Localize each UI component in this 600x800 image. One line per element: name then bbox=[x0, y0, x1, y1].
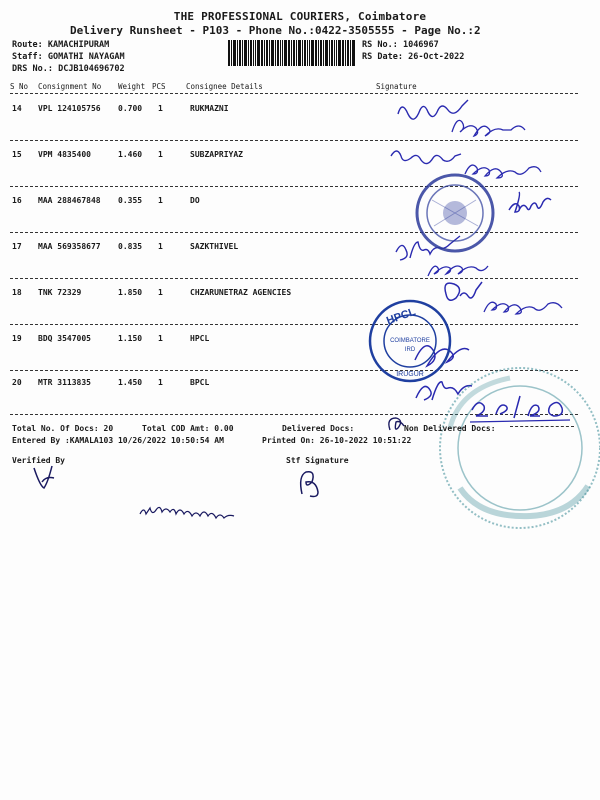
col-consignee: Consignee Details bbox=[186, 82, 263, 91]
svg-text:IRD: IRD bbox=[404, 347, 416, 353]
total-cod: Total COD Amt: 0.00 bbox=[142, 424, 234, 433]
delivered-docs: Delivered Docs: bbox=[282, 424, 355, 433]
total-docs: Total No. Of Docs: 20 bbox=[12, 424, 114, 433]
staff-line: Staff: GOMATHI NAYAGAM bbox=[12, 52, 125, 62]
rs-date-value: 26-Oct-2022 bbox=[408, 52, 465, 62]
route-line: Route: KAMACHIPURAM bbox=[12, 40, 110, 50]
bottom-signature bbox=[136, 500, 256, 524]
col-signature: Signature bbox=[376, 82, 417, 91]
round-stamp-row-16 bbox=[412, 170, 498, 256]
company-title: THE PROFESSIONAL COURIERS, Coimbatore bbox=[173, 10, 427, 23]
svg-text:IRUGUR: IRUGUR bbox=[396, 371, 424, 378]
staff-value: GOMATHI NAYAGAM bbox=[47, 52, 125, 62]
col-pcs: PCS bbox=[152, 82, 166, 91]
staff-signature-label: Stf Signature bbox=[286, 456, 349, 465]
route-value: KAMACHIPURAM bbox=[47, 40, 110, 50]
non-delivered-docs: Non Delivered Docs: bbox=[404, 424, 496, 433]
rs-no-line: RS No.: 1046967 bbox=[362, 40, 439, 50]
verified-signature bbox=[28, 460, 64, 494]
signature-row-18 bbox=[440, 280, 590, 326]
entered-by: Entered By :KAMALA103 10/26/2022 10:50:54 AM bbox=[12, 436, 224, 445]
svg-text:COIMBATORE: COIMBATORE bbox=[390, 338, 430, 344]
barcode bbox=[228, 40, 356, 66]
printed-on: Printed On: 26-10-2022 10:51:22 bbox=[262, 436, 412, 445]
signature-row-16 bbox=[505, 188, 555, 222]
col-consignment-no: Consignment No bbox=[38, 82, 102, 91]
runsheet-subtitle: Delivery Runsheet - P103 - Phone No.:0422-3505555 - Page No.:2 bbox=[70, 24, 481, 37]
rs-no-value: 1046967 bbox=[402, 40, 439, 50]
drs-line: DRS No.: DCJB104696702 bbox=[12, 64, 125, 74]
verified-by: Verified By bbox=[12, 456, 65, 465]
date-scribble bbox=[466, 390, 576, 426]
rs-date-line: RS Date: 26-Oct-2022 bbox=[362, 52, 465, 62]
bpcl-stamp bbox=[420, 358, 600, 538]
col-sno: S No bbox=[10, 82, 29, 91]
drs-value: DCJB104696702 bbox=[58, 64, 125, 74]
svg-text:HPCL: HPCL bbox=[384, 305, 418, 328]
rs-info bbox=[362, 39, 464, 63]
col-weight: Weight bbox=[118, 82, 146, 91]
delivered-scribble bbox=[384, 414, 408, 436]
delivery-runsheet: THE PROFESSIONAL COURIERS, Coimbatore Delivery Runsheet - P103 - Phone No.:0422-3505555 - Page No.:2 Route: KAMACHIPURAM Staff: GOMATHI NAYAGAM DRS No.: DCJB104696702 RS No.: 1046967 RS Date: 26-Oct-2022 S No Consignment No Weight PCS Consignee Details Signature 14 VPL 124105756 0.700 1 RUKMAZNI 15 VPM 4835400 1.460 1 SUBZAPRIYAZ 16 MAA 288467848 0.355 1 DO 17 MAA 569358677 0.835 1 SAZKTHIVEL 18 TNK 72329 1.850 1 CHZARUNETRAZ AGENCIES 19 BDQ 3547005 1.150 1 HPCL 20 MTR 3113835 1.450 1 BPCL HPCL COIMBATORE IRD IRUGUR Total No. Of Docs: 20 Total COD Amt: 0.00 Delivered Docs: Non Delivered Docs: Entered By :KAMALA103 10/26/2022 10:50:54 AM Printed On: 26-10-2022 10:51:22 Verified By Stf Signature bbox=[0, 0, 600, 800]
staff-signature bbox=[292, 466, 332, 502]
signature-row-14 bbox=[390, 92, 550, 142]
